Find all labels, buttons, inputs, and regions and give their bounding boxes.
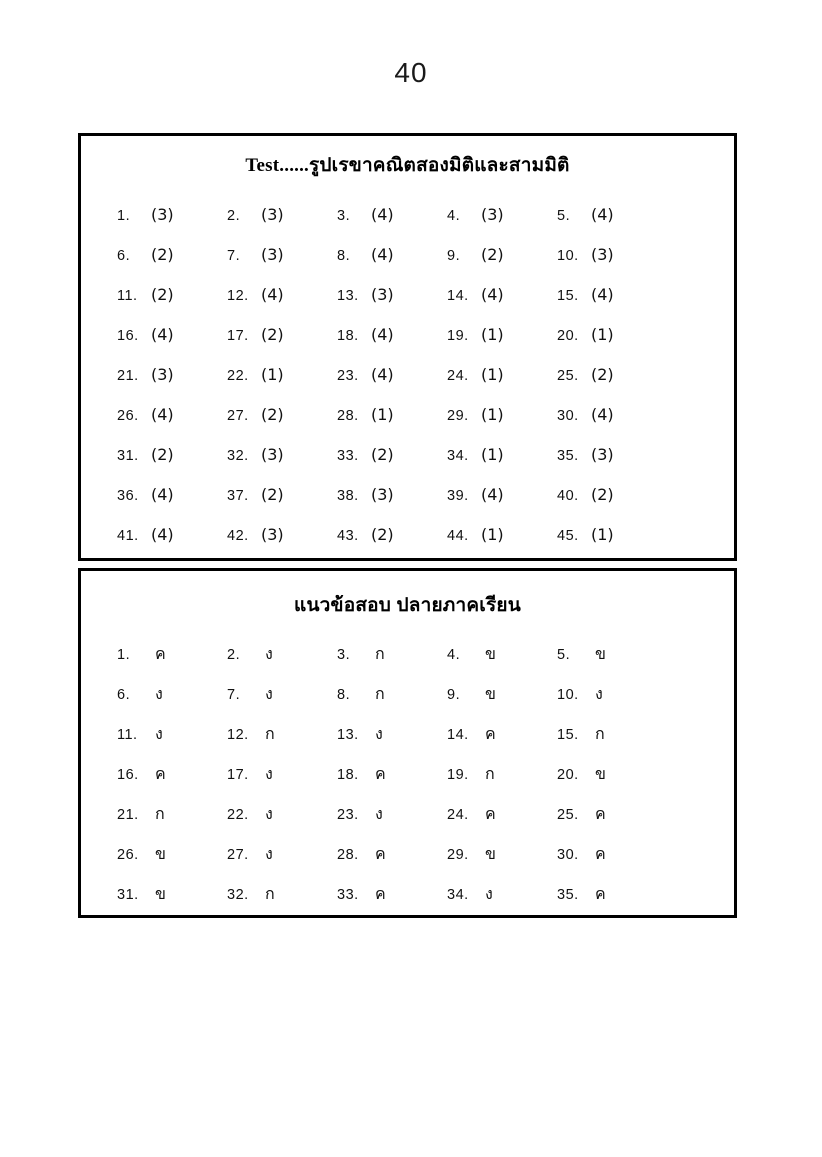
answer-number: 15. [557, 287, 579, 304]
answer-cell [447, 525, 557, 544]
answer-cell [557, 365, 667, 384]
answer-number: 21. [117, 367, 139, 384]
answer-number: 22. [227, 367, 249, 384]
answer-value: (4) [151, 524, 174, 544]
answer-value: (2) [261, 324, 284, 344]
answer-cell [447, 445, 557, 464]
answer-number: 9. [447, 247, 461, 264]
answer-number: 19. [447, 766, 469, 783]
answer-cell [117, 445, 227, 464]
answer-value: (2) [261, 404, 284, 424]
answer-cell [117, 802, 227, 827]
answer-cell [117, 405, 227, 424]
answer-cell [227, 485, 337, 504]
answer-cell [337, 285, 447, 304]
answer-cell [227, 405, 337, 424]
answer-value: ข [485, 843, 496, 863]
answer-row [117, 234, 724, 274]
answer-value: (4) [591, 404, 614, 424]
answer-value: ก [265, 883, 275, 903]
answer-number: 3. [337, 207, 351, 224]
answer-row [117, 714, 724, 754]
answer-number: 8. [337, 686, 351, 703]
answer-value: ก [485, 763, 495, 783]
answer-row [117, 194, 724, 234]
answer-row [117, 434, 724, 474]
answer-number: 10. [557, 247, 579, 264]
answer-cell [117, 245, 227, 264]
answer-row [117, 674, 724, 714]
answer-cell [557, 682, 667, 707]
answer-number: 29. [447, 407, 469, 424]
answer-value: ง [375, 803, 383, 823]
answer-number: 3. [337, 646, 351, 663]
answer-value: ง [265, 643, 273, 663]
answer-value: (1) [591, 324, 614, 344]
answer-value: ข [485, 643, 496, 663]
answer-number: 27. [227, 407, 249, 424]
answer-cell [227, 802, 337, 827]
answer-number: 8. [337, 247, 351, 264]
answer-cell [227, 245, 337, 264]
answer-cell [557, 285, 667, 304]
answer-value: (3) [591, 244, 614, 264]
answer-number: 35. [557, 447, 579, 464]
answer-number: 16. [117, 327, 139, 344]
answer-number: 16. [117, 766, 139, 783]
answer-value: ง [155, 723, 163, 743]
answer-cell [117, 642, 227, 667]
answer-cell [337, 365, 447, 384]
answer-cell [117, 762, 227, 787]
answer-row [117, 474, 724, 514]
answer-number: 27. [227, 846, 249, 863]
answer-cell [337, 722, 447, 747]
answer-value: (3) [261, 244, 284, 264]
answer-number: 14. [447, 287, 469, 304]
answer-value: (4) [371, 204, 394, 224]
answer-value: (4) [371, 364, 394, 384]
answer-number: 11. [117, 726, 138, 743]
answer-number: 35. [557, 886, 579, 903]
answer-value: (4) [371, 324, 394, 344]
answer-cell [337, 762, 447, 787]
answer-cell [337, 325, 447, 344]
answer-value: (1) [481, 404, 504, 424]
answer-number: 5. [557, 207, 571, 224]
answer-value: (4) [481, 284, 504, 304]
answer-key-box-test [78, 133, 737, 561]
answer-cell [557, 485, 667, 504]
answer-cell [117, 525, 227, 544]
answer-cell [337, 485, 447, 504]
answer-number: 6. [117, 686, 131, 703]
answer-number: 41. [117, 527, 139, 544]
answer-cell [117, 842, 227, 867]
answer-cell [447, 405, 557, 424]
answer-value: (4) [151, 484, 174, 504]
answer-number: 18. [337, 766, 359, 783]
answer-number: 21. [117, 806, 139, 823]
answer-number: 31. [117, 447, 139, 464]
answer-value: ก [375, 643, 385, 663]
answer-cell [227, 285, 337, 304]
answer-number: 26. [117, 846, 139, 863]
answer-value: ก [375, 683, 385, 703]
answer-value: (2) [151, 244, 174, 264]
answer-key-title: Test......รูปเรขาคณิตสองมิติและสามมิติ [245, 155, 570, 176]
answer-cell [337, 642, 447, 667]
answer-cell [447, 365, 557, 384]
answer-number: 29. [447, 846, 469, 863]
answer-cell [557, 525, 667, 544]
answer-cell [227, 325, 337, 344]
answer-number: 28. [337, 846, 359, 863]
answer-value: ก [265, 723, 275, 743]
answer-number: 24. [447, 806, 469, 823]
answer-cell [557, 882, 667, 907]
answer-row [117, 754, 724, 794]
answer-value: (3) [261, 204, 284, 224]
answer-value: (3) [261, 524, 284, 544]
answer-cell [557, 405, 667, 424]
answer-cell [337, 525, 447, 544]
answer-value: (1) [481, 324, 504, 344]
answer-number: 20. [557, 327, 579, 344]
answer-number: 14. [447, 726, 469, 743]
answer-cell [447, 682, 557, 707]
answer-value: ง [375, 723, 383, 743]
answer-number: 32. [227, 886, 249, 903]
answer-cell [557, 722, 667, 747]
page-number: 40 [394, 57, 428, 88]
answer-cell [227, 205, 337, 224]
answer-cell [337, 405, 447, 424]
answer-cell [447, 485, 557, 504]
answer-number: 7. [227, 247, 241, 264]
answer-number: 37. [227, 487, 249, 504]
answer-cell [337, 445, 447, 464]
answer-number: 2. [227, 646, 241, 663]
answer-cell [227, 642, 337, 667]
answer-cell [557, 842, 667, 867]
answer-value: (1) [591, 524, 614, 544]
answer-number: 15. [557, 726, 579, 743]
answer-number: 25. [557, 367, 579, 384]
answer-value: (2) [371, 444, 394, 464]
answer-value: (4) [151, 404, 174, 424]
answer-value: (1) [481, 444, 504, 464]
answer-cell [337, 842, 447, 867]
answer-number: 36. [117, 487, 139, 504]
answer-cell [117, 722, 227, 747]
answer-cell [227, 882, 337, 907]
answer-cell [337, 802, 447, 827]
answer-value: ค [155, 643, 166, 663]
answer-value: (3) [151, 364, 174, 384]
answer-number: 30. [557, 846, 579, 863]
answer-value: (3) [151, 204, 174, 224]
answer-number: 6. [117, 247, 131, 264]
answer-value: (2) [371, 524, 394, 544]
answer-cell [227, 682, 337, 707]
answer-cell [337, 245, 447, 264]
answer-value: (4) [371, 244, 394, 264]
answer-number: 43. [337, 527, 359, 544]
answer-number: 23. [337, 367, 359, 384]
answer-number: 1. [117, 207, 131, 224]
answer-value: ง [265, 843, 273, 863]
answer-number: 12. [227, 287, 249, 304]
answer-number: 13. [337, 726, 359, 743]
answer-cell [447, 762, 557, 787]
answer-number: 22. [227, 806, 249, 823]
answer-number: 4. [447, 207, 461, 224]
answer-value: ค [595, 883, 606, 903]
answer-number: 45. [557, 527, 579, 544]
answer-cell [117, 682, 227, 707]
answer-cell [447, 642, 557, 667]
answer-value: ง [485, 883, 493, 903]
answer-value: ค [375, 883, 386, 903]
answer-number: 20. [557, 766, 579, 783]
answer-cell [117, 285, 227, 304]
answer-key-box-exam [78, 568, 737, 918]
answer-value: ง [265, 763, 273, 783]
answer-value: ค [485, 723, 496, 743]
answer-value: ค [155, 763, 166, 783]
answer-number: 39. [447, 487, 469, 504]
answer-value: ง [155, 683, 163, 703]
answer-number: 11. [117, 287, 138, 304]
answer-number: 4. [447, 646, 461, 663]
answer-value: (2) [151, 444, 174, 464]
answer-row [117, 394, 724, 434]
answer-row [117, 874, 724, 914]
answer-number: 7. [227, 686, 241, 703]
answer-number: 24. [447, 367, 469, 384]
answer-cell [557, 762, 667, 787]
answer-value: (3) [371, 484, 394, 504]
answer-value: ง [265, 803, 273, 823]
answer-row [117, 314, 724, 354]
answer-cell [117, 485, 227, 504]
answer-number: 2. [227, 207, 241, 224]
answer-value: (4) [481, 484, 504, 504]
answer-value: ค [485, 803, 496, 823]
answer-value: ก [155, 803, 165, 823]
answer-cell [447, 722, 557, 747]
answer-cell [117, 365, 227, 384]
answer-cell [227, 842, 337, 867]
answer-value: (3) [371, 284, 394, 304]
answer-value: (2) [261, 484, 284, 504]
answer-cell [227, 525, 337, 544]
answer-value: ง [595, 683, 603, 703]
answer-number: 5. [557, 646, 571, 663]
answer-cell [227, 445, 337, 464]
answer-cell [447, 882, 557, 907]
answer-number: 28. [337, 407, 359, 424]
answer-value: ค [375, 843, 386, 863]
answer-value: (1) [481, 524, 504, 544]
answer-cell [337, 205, 447, 224]
answer-number: 38. [337, 487, 359, 504]
answer-value: (2) [481, 244, 504, 264]
answer-value: ข [155, 843, 166, 863]
answer-row [117, 514, 724, 554]
answer-number: 30. [557, 407, 579, 424]
answer-cell [227, 722, 337, 747]
answer-number: 33. [337, 447, 359, 464]
answer-value: (4) [591, 204, 614, 224]
answer-cell [447, 842, 557, 867]
answer-number: 19. [447, 327, 469, 344]
answer-value: (4) [591, 284, 614, 304]
answer-value: ค [375, 763, 386, 783]
answer-row [117, 794, 724, 834]
answer-cell [557, 445, 667, 464]
answer-value: (2) [151, 284, 174, 304]
answer-value: (1) [371, 404, 394, 424]
answer-key-title: แนวข้อสอบ ปลายภาคเรียน [294, 595, 521, 616]
answer-number: 10. [557, 686, 579, 703]
answer-cell [557, 325, 667, 344]
answer-value: (2) [591, 484, 614, 504]
answer-number: 23. [337, 806, 359, 823]
answer-cell [557, 205, 667, 224]
answer-cell [117, 882, 227, 907]
answer-number: 9. [447, 686, 461, 703]
answer-value: ค [595, 803, 606, 823]
answer-cell [227, 365, 337, 384]
answer-value: (2) [591, 364, 614, 384]
answer-value: ข [155, 883, 166, 903]
answer-value: ข [595, 643, 606, 663]
answer-value: (1) [261, 364, 284, 384]
answer-cell [557, 802, 667, 827]
answer-value: ข [485, 683, 496, 703]
answer-cell [557, 245, 667, 264]
answer-value: (4) [151, 324, 174, 344]
answer-number: 34. [447, 886, 469, 903]
answer-number: 32. [227, 447, 249, 464]
answer-value: (1) [481, 364, 504, 384]
answer-number: 17. [227, 766, 249, 783]
answer-row [117, 354, 724, 394]
answer-cell [447, 205, 557, 224]
answer-value: ข [595, 763, 606, 783]
answer-number: 34. [447, 447, 469, 464]
answer-value: (3) [481, 204, 504, 224]
answer-number: 33. [337, 886, 359, 903]
answer-cell [447, 285, 557, 304]
answer-cell [337, 882, 447, 907]
answer-value: ก [595, 723, 605, 743]
answer-grid [81, 634, 734, 914]
answer-value: (3) [591, 444, 614, 464]
answer-value: (4) [261, 284, 284, 304]
answer-grid [81, 194, 734, 554]
answer-value: ง [265, 683, 273, 703]
answer-number: 1. [117, 646, 131, 663]
answer-cell [557, 642, 667, 667]
answer-row [117, 634, 724, 674]
answer-row [117, 834, 724, 874]
answer-cell [447, 802, 557, 827]
answer-cell [447, 245, 557, 264]
answer-number: 12. [227, 726, 249, 743]
answer-number: 25. [557, 806, 579, 823]
answer-number: 26. [117, 407, 139, 424]
answer-cell [227, 762, 337, 787]
answer-row [117, 274, 724, 314]
answer-number: 18. [337, 327, 359, 344]
answer-value: ค [595, 843, 606, 863]
answer-cell [117, 205, 227, 224]
answer-number: 13. [337, 287, 359, 304]
answer-number: 40. [557, 487, 579, 504]
answer-number: 17. [227, 327, 249, 344]
answer-value: (3) [261, 444, 284, 464]
answer-cell [117, 325, 227, 344]
answer-cell [447, 325, 557, 344]
answer-number: 31. [117, 886, 139, 903]
answer-cell [337, 682, 447, 707]
answer-number: 42. [227, 527, 249, 544]
answer-number: 44. [447, 527, 469, 544]
